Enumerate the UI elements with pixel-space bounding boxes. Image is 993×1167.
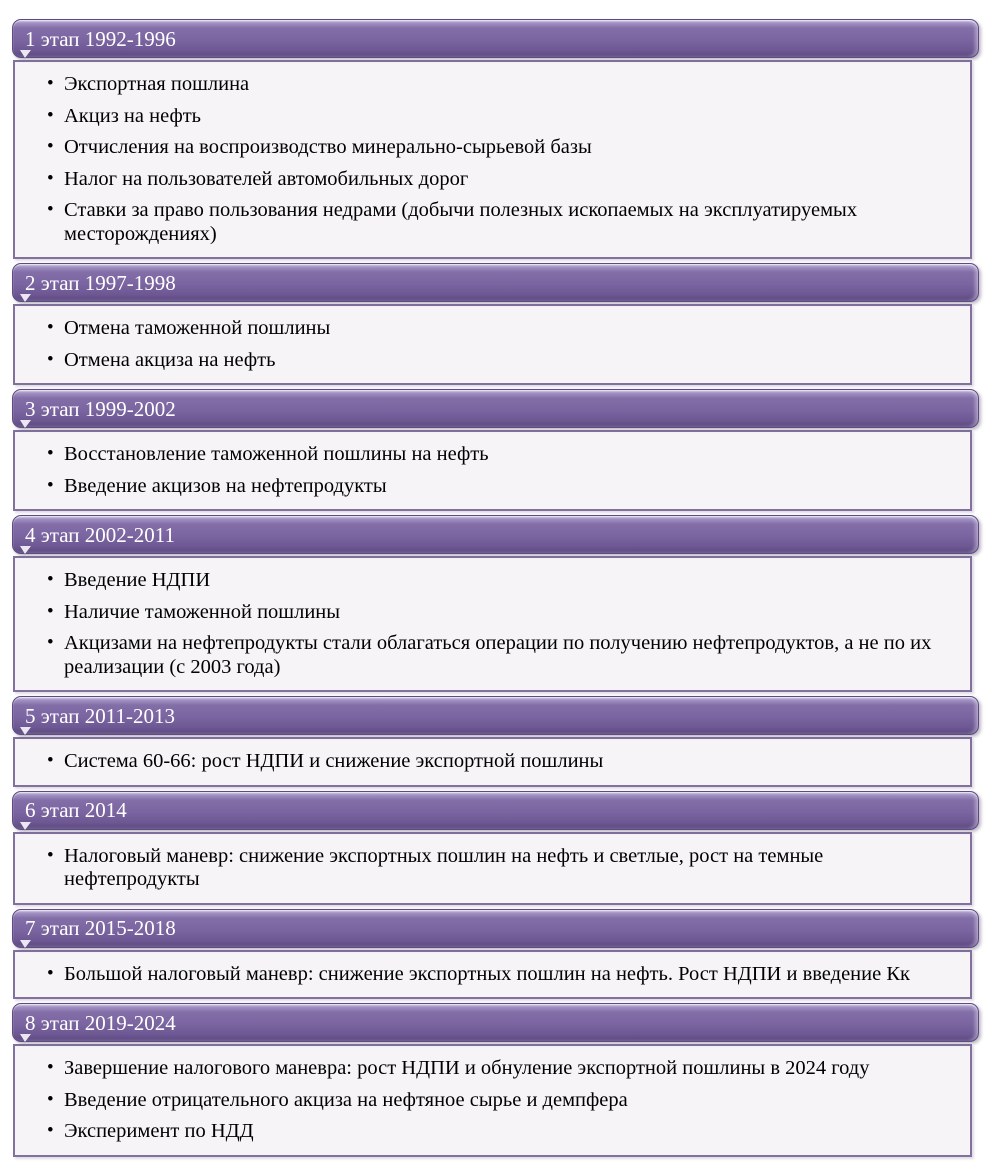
bullet-icon: • (47, 844, 54, 866)
stage-title: 6 этап 2014 (25, 798, 127, 822)
list-item-text: Система 60-66: рост НДПИ и снижение экспортной пошлины (64, 750, 604, 772)
list-item (47, 475, 952, 499)
list-item (47, 963, 952, 987)
stage-section-2 (12, 263, 979, 385)
list-item (47, 168, 952, 192)
bullet-icon: • (47, 632, 54, 653)
list-item (47, 1089, 952, 1113)
stage-body (13, 832, 972, 905)
stage-body (13, 430, 972, 511)
stage-title: 8 этап 2019-2024 (25, 1010, 176, 1035)
stage-body (13, 1044, 972, 1157)
corner-notch-icon (20, 50, 31, 58)
list-item (47, 750, 952, 774)
bullet-icon: • (47, 136, 54, 157)
stage-header (12, 263, 979, 302)
stage-header (12, 389, 979, 428)
list-item-text: Эксперимент по НДД (64, 1120, 254, 1142)
bullet-list (15, 845, 952, 892)
bullet-icon: • (47, 104, 54, 126)
stage-title: 1 этап 1992-1996 (25, 26, 176, 51)
bullet-icon: • (47, 750, 54, 771)
bullet-icon: • (47, 962, 54, 984)
stage-title: 4 этап 2002-2011 (25, 522, 175, 547)
list-item (47, 632, 952, 679)
corner-notch-icon (20, 727, 31, 735)
list-item (47, 601, 952, 625)
list-item (47, 569, 952, 593)
bullet-icon: • (47, 199, 54, 220)
stage-title: 7 этап 2015-2018 (25, 916, 176, 940)
list-item-text: Акцизами на нефтепродукты стали облагаться операции по получению нефтепродуктов, а не по их реализации (с 2003 года) (64, 632, 932, 678)
bullet-list (15, 1057, 952, 1144)
list-item (47, 73, 952, 97)
stage-title: 2 этап 1997-1998 (25, 270, 176, 295)
list-item-text: Большой налоговый маневр: снижение экспортных пошлин на нефть. Рост НДПИ и введение Кк (64, 962, 910, 985)
bullet-icon: • (47, 317, 54, 338)
bullet-list (15, 317, 952, 372)
list-item-text: Экспортная пошлина (64, 73, 250, 95)
stage-section-3 (12, 389, 979, 511)
list-item-text: Восстановление таможенной пошлины на нефть (64, 443, 489, 465)
stage-section-8 (12, 1003, 979, 1157)
corner-notch-icon (20, 546, 31, 554)
stage-header (12, 791, 979, 830)
list-item-text: Ставки за право пользования недрами (добычи полезных ископаемых на эксплуатируемых месторождениях) (64, 199, 858, 245)
list-item-text: Отмена акциза на нефть (64, 348, 276, 371)
list-item-text: Отмена таможенной пошлины (64, 317, 331, 339)
list-item (47, 136, 952, 160)
bullet-icon: • (47, 73, 54, 94)
bullet-icon: • (47, 348, 54, 370)
stage-body (13, 304, 972, 385)
list-item (47, 349, 952, 373)
stage-title: 5 этап 2011-2013 (25, 703, 175, 728)
stage-section-4 (12, 515, 979, 692)
list-item (47, 199, 952, 246)
bullet-icon: • (47, 443, 54, 464)
stage-body (13, 737, 972, 787)
stage-section-6 (12, 791, 979, 905)
list-item-text: Введение акцизов на нефтепродукты (64, 474, 387, 497)
stage-header (12, 696, 979, 735)
list-item-text: Введение НДПИ (64, 569, 211, 591)
bullet-icon: • (47, 167, 54, 189)
bullet-icon: • (47, 1120, 54, 1141)
corner-notch-icon (20, 420, 31, 428)
bullet-icon: • (47, 474, 54, 496)
list-item (47, 1057, 952, 1081)
list-item-text: Акциз на нефть (64, 104, 202, 127)
list-item-text: Введение отрицательного акциза на нефтяное сырье и демпфера (64, 1088, 628, 1111)
corner-notch-icon (20, 294, 31, 302)
stage-section-5 (12, 696, 979, 787)
bullet-list (15, 750, 952, 774)
bullet-list (15, 443, 952, 498)
stage-header (12, 19, 979, 58)
bullet-icon: • (47, 1088, 54, 1110)
list-item-text: Наличие таможенной пошлины (64, 600, 341, 623)
list-item-text: Налоговый маневр: снижение экспортных пошлин на нефть и светлые, рост на темные нефтепродукты (64, 844, 824, 890)
stage-body (13, 60, 972, 259)
list-item-text: Отчисления на воспроизводство минерально-сырьевой базы (64, 136, 592, 158)
stage-header (12, 515, 979, 554)
list-item-text: Завершение налогового маневра: рост НДПИ и обнуление экспортной пошлины в 2024 году (64, 1057, 870, 1079)
corner-notch-icon (20, 940, 31, 948)
list-item (47, 443, 952, 467)
bullet-icon: • (47, 600, 54, 622)
bullet-list (15, 569, 952, 679)
list-item-text: Налог на пользователей автомобильных дорог (64, 167, 469, 190)
stage-body (13, 556, 972, 692)
stage-section-1 (12, 19, 979, 259)
list-item (47, 1120, 952, 1144)
bullet-list (15, 73, 952, 246)
stage-title: 3 этап 1999-2002 (25, 396, 176, 421)
list-item (47, 105, 952, 129)
list-item (47, 317, 952, 341)
corner-notch-icon (20, 822, 31, 830)
stage-header (12, 1003, 979, 1042)
list-item (47, 845, 952, 892)
stage-section-7 (12, 909, 979, 1000)
bullet-icon: • (47, 569, 54, 590)
bullet-list (15, 963, 952, 987)
stage-header (12, 909, 979, 948)
stage-body (13, 950, 972, 1000)
corner-notch-icon (20, 1034, 31, 1042)
bullet-icon: • (47, 1057, 54, 1078)
